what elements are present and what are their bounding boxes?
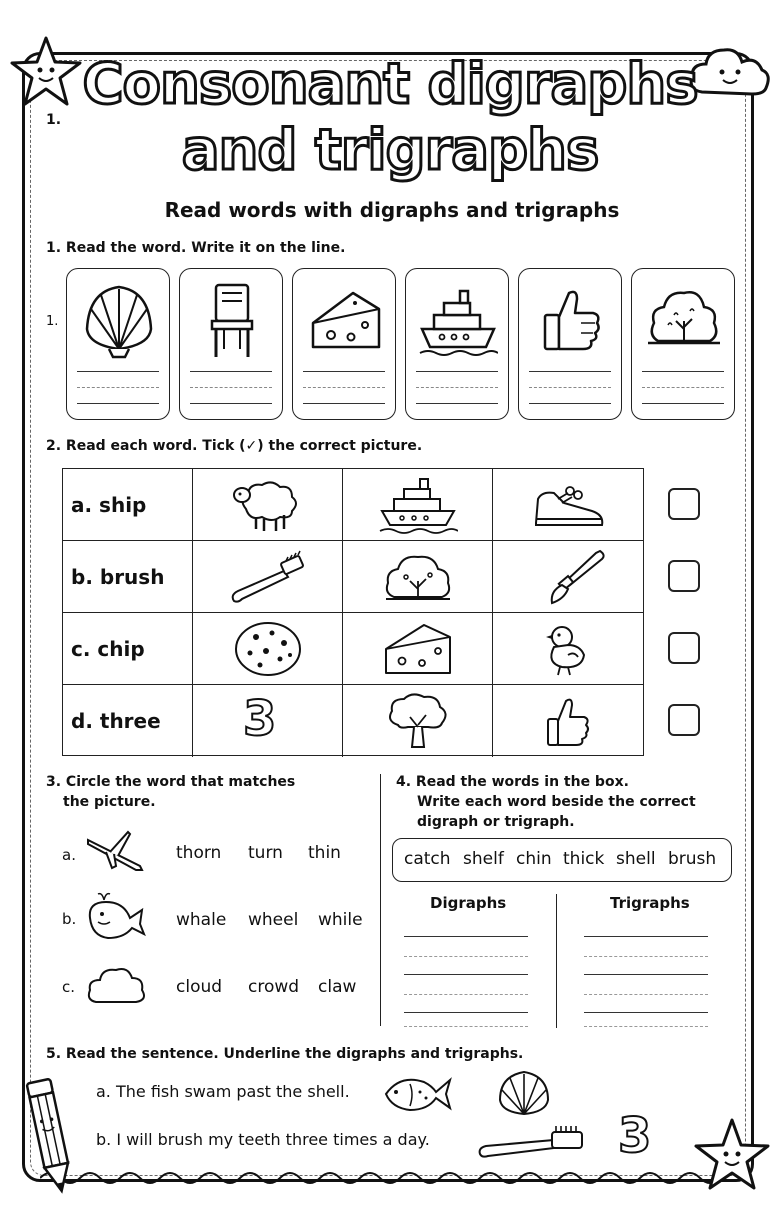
picture-cell[interactable] <box>343 469 493 541</box>
word-box-item: brush <box>668 849 717 869</box>
writing-line[interactable] <box>77 371 159 372</box>
bush-icon <box>378 547 458 607</box>
cheese-icon <box>305 279 385 361</box>
toothbrush-icon <box>228 547 308 607</box>
word-option[interactable]: whale <box>176 910 227 930</box>
row-word: b. brush <box>63 541 193 613</box>
thumbs-up-icon <box>528 691 608 751</box>
writing-guide-line <box>642 387 724 388</box>
word-option[interactable]: thorn <box>176 843 222 863</box>
star-icon <box>8 34 84 110</box>
star-icon <box>692 1116 772 1194</box>
whale-icon <box>84 890 148 942</box>
picture-cell[interactable] <box>343 685 493 757</box>
picture-cell[interactable] <box>343 541 493 613</box>
writing-line[interactable] <box>303 371 385 372</box>
word-option[interactable]: turn <box>248 843 283 863</box>
shell-icon <box>79 279 159 361</box>
sentence-a[interactable]: a. The fish swam past the shell. <box>96 1082 350 1101</box>
word-box-item: shell <box>616 849 656 869</box>
guide-line <box>584 956 708 957</box>
shoe-icon <box>528 475 608 535</box>
word-box-item: chin <box>516 849 552 869</box>
writing-line[interactable] <box>77 403 159 404</box>
toothbrush-icon <box>476 1124 588 1164</box>
pencil-icon <box>24 1074 76 1198</box>
sheep-icon <box>228 475 308 535</box>
writing-guide-line <box>190 387 272 388</box>
section3-heading <box>46 772 295 812</box>
page-title <box>80 52 700 184</box>
thumbs-up-icon <box>531 279 611 361</box>
word-option[interactable]: while <box>318 910 363 930</box>
title-line-1: Consonant digraphs <box>82 52 698 117</box>
tree-icon <box>378 691 458 751</box>
cloud-icon <box>84 960 148 1012</box>
bush-icon <box>644 279 724 361</box>
word-box-item: catch <box>404 849 451 869</box>
writing-guide-line <box>303 387 385 388</box>
item-letter: c. <box>62 978 76 996</box>
answer-line[interactable] <box>584 1012 708 1013</box>
writing-line[interactable] <box>529 403 611 404</box>
answer-line[interactable] <box>584 936 708 937</box>
column-divider <box>556 894 557 1028</box>
word-option[interactable]: thin <box>308 843 341 863</box>
chick-icon <box>528 619 608 679</box>
writing-guide-line <box>77 387 159 388</box>
guide-line <box>404 956 528 957</box>
column-heading-trigraphs: Trigraphs <box>610 894 690 912</box>
section4-heading-line3: digraph or trigraph. <box>417 814 575 830</box>
section5-heading: 5. Read the sentence. Underline the digraphs and trigraphs. <box>46 1046 524 1062</box>
picture-cell[interactable] <box>493 685 643 757</box>
table-row <box>63 613 643 685</box>
paintbrush-icon <box>528 547 608 607</box>
fish-icon <box>380 1070 452 1116</box>
ship-icon <box>378 475 458 535</box>
item-letter: a. <box>62 846 76 864</box>
tick-table <box>62 468 644 756</box>
section3-heading-line1: 3. Circle the word that matches <box>46 774 296 790</box>
table-row <box>63 469 643 541</box>
word-option[interactable]: crowd <box>248 977 300 997</box>
section2-heading: 2. Read each word. Tick (✓) the correct picture. <box>46 438 423 454</box>
writing-line[interactable] <box>303 403 385 404</box>
picture-cell[interactable] <box>493 613 643 685</box>
section4-heading <box>396 772 696 832</box>
picture-card-thumb <box>518 268 622 420</box>
section4-heading-line1: 4. Read the words in the box. <box>396 774 629 790</box>
writing-line[interactable] <box>416 403 498 404</box>
number-three: 3 <box>243 691 277 747</box>
writing-line[interactable] <box>416 371 498 372</box>
page-subtitle: Read words with digraphs and trigraphs <box>164 198 620 222</box>
writing-guide-line <box>529 387 611 388</box>
table-row <box>63 541 643 613</box>
picture-card-bush <box>631 268 735 420</box>
picture-card-cheese <box>292 268 396 420</box>
writing-guide-line <box>416 387 498 388</box>
word-option[interactable]: claw <box>318 977 357 997</box>
section4-heading-line2: Write each word beside the correct <box>417 794 696 810</box>
picture-cell[interactable] <box>343 613 493 685</box>
section1-row-label: 1. <box>46 314 59 329</box>
tick-checkbox-a[interactable] <box>668 488 700 520</box>
guide-line <box>584 994 708 995</box>
picture-cell[interactable] <box>193 469 343 541</box>
number-three-decoration: 3 <box>618 1108 652 1164</box>
answer-line[interactable] <box>584 974 708 975</box>
chair-icon <box>192 279 272 361</box>
guide-line <box>404 1026 528 1027</box>
writing-line[interactable] <box>190 371 272 372</box>
sentence-b[interactable]: b. I will brush my teeth three times a day. <box>96 1130 430 1149</box>
row-word: c. chip <box>63 613 193 685</box>
title-line-2: and trigraphs <box>181 118 599 183</box>
picture-cell[interactable] <box>193 613 343 685</box>
writing-line[interactable] <box>529 371 611 372</box>
guide-line <box>404 994 528 995</box>
answer-line[interactable] <box>404 974 528 975</box>
column-heading-digraphs: Digraphs <box>430 894 507 912</box>
ship-icon <box>418 279 498 361</box>
tick-checkbox-c[interactable] <box>668 632 700 664</box>
writing-line[interactable] <box>190 403 272 404</box>
section-divider <box>380 774 381 1026</box>
picture-card-chair <box>179 268 283 420</box>
section1-heading: 1. Read the word. Write it on the line. <box>46 240 346 256</box>
picture-cell[interactable] <box>193 685 343 757</box>
picture-cell[interactable] <box>493 469 643 541</box>
page-number: 1. <box>46 112 62 128</box>
picture-cell[interactable] <box>493 541 643 613</box>
word-option[interactable]: cloud <box>176 977 223 997</box>
tick-checkbox-d[interactable] <box>668 704 700 736</box>
bottom-wave-border <box>40 1168 740 1188</box>
shell-icon <box>494 1068 554 1120</box>
picture-cell[interactable] <box>193 541 343 613</box>
writing-line[interactable] <box>642 371 724 372</box>
section3-heading-line2: the picture. <box>63 794 156 810</box>
picture-card-shell <box>66 268 170 420</box>
cheese-icon <box>378 619 458 679</box>
writing-line[interactable] <box>642 403 724 404</box>
word-box-item: shelf <box>463 849 504 869</box>
row-word: d. three <box>63 685 193 757</box>
plane-icon <box>84 826 148 878</box>
picture-card-ship <box>405 268 509 420</box>
guide-line <box>584 1026 708 1027</box>
tick-checkbox-b[interactable] <box>668 560 700 592</box>
table-row <box>63 685 643 757</box>
item-letter: b. <box>62 910 77 928</box>
answer-line[interactable] <box>404 1012 528 1013</box>
word-box-item: thick <box>563 849 605 869</box>
word-option[interactable]: wheel <box>248 910 299 930</box>
cookie-icon <box>228 619 308 679</box>
answer-line[interactable] <box>404 936 528 937</box>
row-word: a. ship <box>63 469 193 541</box>
